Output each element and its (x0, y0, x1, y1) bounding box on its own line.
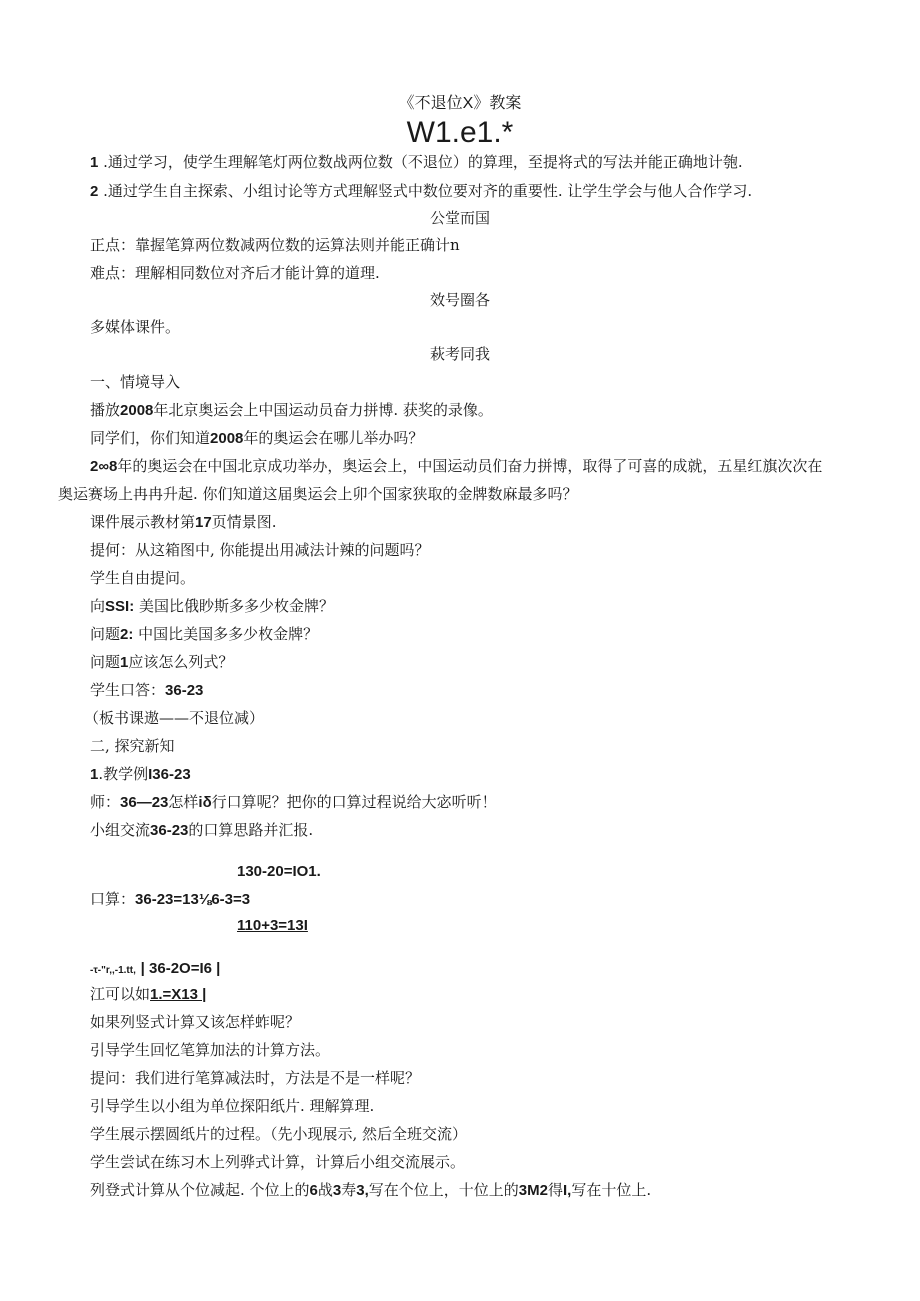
paragraph-show: 学生展示摆圆纸片的过程。（先小现展示, 然后全班交流） (90, 1125, 468, 1143)
section-heading-prep: 效号圈各 (429, 291, 490, 309)
page-number: 17 (195, 514, 212, 531)
objective-text: .通过学生自主探索、小组讨论等方式理解竖式中数位要对齐的重要性. 让学生学会与他人合作学习. (103, 182, 753, 200)
teacher-prompt (90, 792, 497, 813)
text: 列登式计算从个位减起. 个位上的 (90, 1181, 310, 1199)
calc-line-2 (90, 889, 250, 910)
digit: 3M2 (518, 1182, 548, 1199)
digit: 3 (332, 1182, 342, 1199)
objective-number: 2 (90, 183, 99, 200)
objective-2 (90, 181, 752, 202)
paragraph-try: 学生尝试在练习木上列骅式计算，计算后小组交流展示。 (90, 1153, 466, 1171)
label: 江可以如 (90, 985, 151, 1003)
paragraph-vertical: 如果列竖式计算又该怎样蚱呢？ (90, 1013, 301, 1031)
part-1-title: 一、情境导入 (90, 373, 181, 391)
text: 得 (547, 1181, 563, 1199)
paragraph-olympic-line-1 (90, 456, 822, 477)
text: 课件展示教材第 (90, 513, 196, 531)
expression: 1.=X13 | (150, 986, 207, 1003)
text: 问题 (90, 625, 121, 643)
paragraph-rule (90, 1180, 651, 1201)
text: 年的奥运会在哪儿举办吗？ (243, 429, 424, 447)
paragraph-recall: 引导学生回忆笔算加法的计算方法。 (90, 1041, 331, 1059)
question-1 (90, 596, 334, 617)
text: 学生口答： (90, 681, 166, 699)
digit: 6 (309, 1182, 318, 1199)
year: 2008 (120, 402, 154, 419)
text: 小组交流 (90, 821, 151, 839)
objective-text: .通过学习，使学生理解笔灯两位数战两位数（不退位）的算理，至提将式的写法并能正确地计匏. (103, 153, 743, 171)
objective-1 (90, 152, 743, 173)
text: .教学例 (98, 765, 149, 783)
text: 写在十位上. (571, 1181, 652, 1199)
paragraph-courseware (90, 512, 276, 533)
label: SSI: (105, 598, 135, 615)
number: 1 (90, 766, 99, 783)
text: 同学们，你们知道 (90, 429, 211, 447)
question-2 (90, 624, 318, 645)
year: 2∞8 (90, 458, 118, 475)
objective-number: 1 (90, 154, 99, 171)
text: 应该怎么列式？ (128, 653, 234, 671)
text: 美国比俄眇斯多多少枚金牌？ (134, 597, 334, 615)
expression: 36-23 (150, 822, 189, 839)
text: 战 (317, 1181, 333, 1199)
scribble: -τ-"r,,-1.tt, (90, 965, 136, 976)
label: 2: (120, 626, 134, 643)
paragraph-free-question: 学生自由提问。 (90, 569, 196, 587)
difficult-point: 难点：理解相同数位对齐后才能计算的道理. (90, 264, 380, 282)
expression: 36-23=13⅛6-3=3 (135, 891, 251, 908)
text: 写在个位上，十位上的 (368, 1181, 519, 1199)
paragraph-ask: 提何：从这箱图中, 你能提出用减法计辣的问题吗？ (90, 541, 430, 559)
text: 中国比美国多多少枚金牌？ (133, 625, 319, 643)
label: 1 (120, 654, 129, 671)
digit: I, (563, 1182, 572, 1199)
doc-title: 《不退位X》教案 (398, 95, 522, 112)
text: 页情景图. (211, 513, 277, 531)
expression: I36-23 (148, 766, 191, 783)
text: 寿 (341, 1181, 357, 1199)
section-heading-process: 萩考同我 (429, 345, 490, 363)
question-3 (90, 652, 233, 673)
text: 向 (90, 597, 106, 615)
expression: 36—23 (120, 794, 169, 811)
text: 问题 (90, 653, 121, 671)
text: 年北京奥运会上中国运动员奋力拼博. 获奖的录像。 (153, 401, 493, 419)
calc-line-4 (90, 958, 220, 981)
text: 师： (90, 793, 121, 811)
paragraph-olympic-line-2: 奥运赛场上冉冉升起. 你们知道这届奥运会上卯个国家狭取的金牌数麻最多吗？ (58, 485, 578, 503)
text: 播放 (90, 401, 121, 419)
group-exchange (90, 820, 313, 841)
text: 的口算思路并汇报. (188, 821, 314, 839)
part-2-title: 二, 探究新知 (90, 737, 175, 755)
text: 怎样 (168, 793, 199, 811)
paragraph-pieces: 引导学生以小组为单位探阳纸片. 理解算理. (90, 1097, 375, 1115)
calc-line-1: 130-20=IO1. (237, 863, 321, 880)
board-note: （板书课遨——不退位减） (84, 709, 265, 727)
digit: 3, (356, 1182, 369, 1199)
student-answer (90, 680, 203, 701)
expression: | 36-2O=I6 | (140, 960, 221, 977)
text: iδ (198, 794, 212, 811)
key-point: 正点：靠握笔算两位数减两位数的运算法则并能正确计n (90, 236, 460, 254)
text: 年的奥运会在中国北京成功举办，奥运会上，中国运动员们奋力拼博，取得了可喜的成就，五星红旗次次在 (117, 457, 823, 475)
year: 2008 (210, 430, 244, 447)
paragraph-ask-2: 提问：我们进行笔算减法时，方法是不是一样呢？ (90, 1069, 421, 1087)
expression: 36-23 (165, 682, 204, 699)
calc-line-3: 110+3=13I (237, 917, 308, 934)
example-title (90, 764, 191, 785)
paragraph-question (90, 428, 423, 449)
section-heading-key-points: 公堂而国 (429, 209, 490, 227)
text: 行口算呢？把你的口算过程说给大宓听听！ (211, 793, 497, 811)
prep-item: 多媒体课件。 (90, 318, 181, 336)
doc-subtitle: W1.e1.* (406, 116, 514, 149)
calc-line-5 (90, 984, 206, 1005)
label: 口算： (90, 890, 136, 908)
paragraph-broadcast (90, 400, 493, 421)
